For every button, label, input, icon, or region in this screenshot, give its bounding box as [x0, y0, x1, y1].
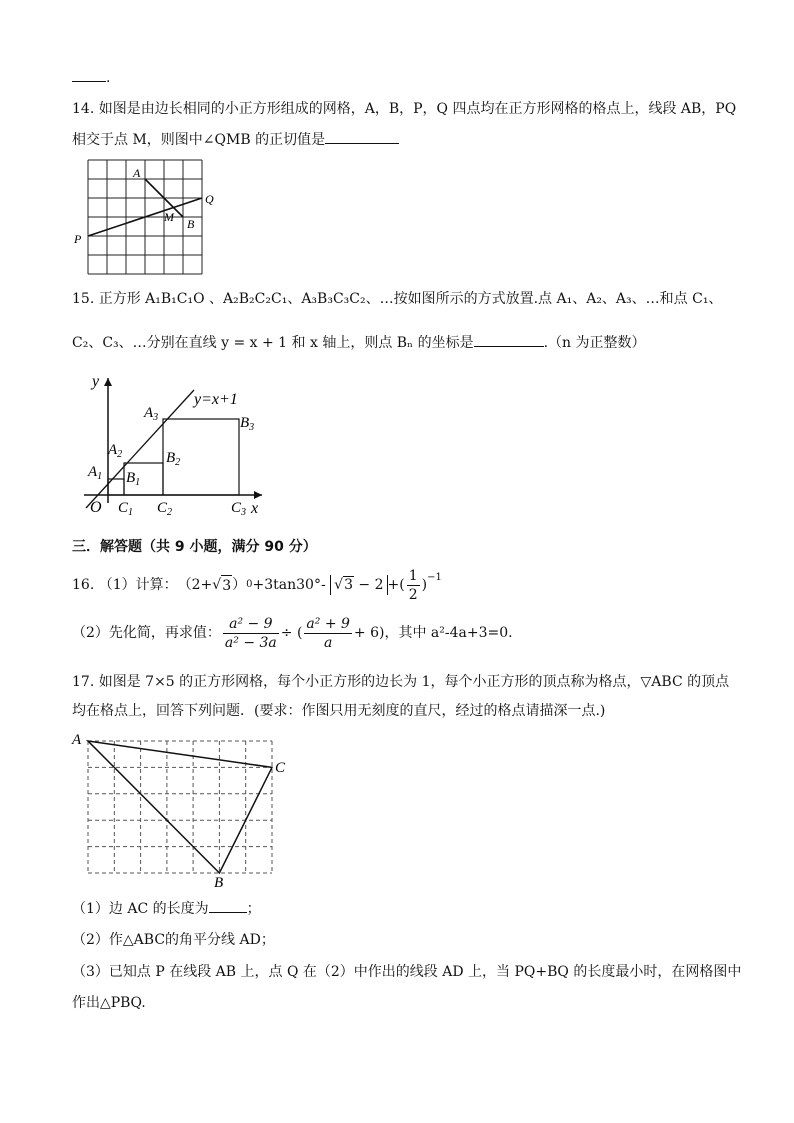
section-3-heading: 三．解答题（共 9 小题，满分 90 分） — [72, 539, 317, 555]
q14-line2 — [72, 130, 399, 150]
q15-label-y: y — [92, 373, 100, 390]
q16-p1-sqrt3: 3 — [221, 575, 232, 596]
q16-part2 — [72, 612, 513, 654]
q17-part3-line1: （3）已知点 P 在线段 AB 上，点 Q 在（2）中作出的线段 AD 上，当 PQ+BQ 的长度最小时，在网格图中 — [72, 964, 742, 980]
q16-p1-plus-open: +( — [387, 577, 405, 593]
q16-p2-div: ÷ ( — [280, 625, 303, 641]
q17-part1 — [72, 899, 261, 919]
q15-answer-blank[interactable] — [474, 346, 544, 347]
q16-p1-fraction — [407, 567, 420, 604]
q16-p1-frac-num: 1 — [408, 567, 418, 584]
trailing-period: . — [106, 70, 111, 86]
q15-label-x: x — [251, 500, 259, 517]
q15-label-b1: $B_1$ — [126, 470, 141, 488]
q14-label-q: Q — [205, 192, 214, 206]
q16-p2-f1-den: a² − 3a — [224, 634, 277, 651]
q14-text-1: 如图是由边长相同的小正方形组成的网格，A，B，P，Q 四点均在正方形网格的格点上，线段 AB，PQ — [98, 101, 737, 117]
q15-label-a3: $A_3$ — [144, 405, 159, 423]
q16-p1-exp0: 0 — [246, 579, 253, 590]
q17-number: 17. — [72, 674, 95, 690]
q16-p2-f1-num: a² − 9 — [223, 615, 279, 634]
q14-answer-blank[interactable] — [325, 143, 399, 144]
q15-label-c1: $C_1$ — [118, 500, 134, 517]
q16-p2-fraction-1 — [223, 615, 279, 652]
previous-answer-blank-line — [72, 68, 110, 88]
q16-p1-close2: ) — [421, 577, 428, 593]
q15-label-a2: $A_2$ — [108, 442, 123, 460]
q16-p1-frac-den: 2 — [408, 586, 418, 603]
q16-p1-abs-sqrt: 3 — [344, 577, 353, 593]
q17-label-a: A — [72, 732, 82, 748]
q15-number: 15. — [72, 291, 95, 307]
q16-p2-f2-num: a² + 9 — [306, 615, 350, 632]
q17-part3-line2: 作出△PBQ. — [72, 995, 146, 1011]
q15-y-arrow — [104, 378, 112, 386]
q17-p1-answer-blank[interactable] — [209, 912, 247, 913]
q14-label-a: A — [133, 166, 141, 180]
q15-text-1: 正方形 A₁B₁C₁O 、A₂B₂C₂C₁、A₃B₃C₃C₂、…按如图所示的方式放置.点 A₁、A₂、A₃、…和点 C₁、 — [98, 291, 723, 307]
q17-p1-text: （1）边 AC 的长度为 — [72, 901, 209, 917]
q15-line2 — [72, 333, 645, 353]
q16-p2-f2-den: a — [323, 634, 333, 651]
q16-p1-open: （2+ — [177, 577, 213, 593]
q17-grid-figure — [70, 728, 300, 890]
q16-p1-tan: +3tan30° — [252, 577, 321, 593]
q17-text-2: 均在格点上，回答下列问题．(要求：作图只用无刻度的直尺，经过的格点请描深一点.) — [72, 703, 606, 719]
q15-label-c3: $C_3$ — [231, 500, 247, 517]
q14-number: 14. — [72, 101, 95, 117]
q15-label-b3: $B_3$ — [240, 415, 255, 433]
q14-grid-figure — [70, 155, 220, 277]
q15-text-2: C₂、C₃、…分别在直线 y = x + 1 和 x 轴上，则点 Bₙ 的坐标是 — [72, 335, 474, 351]
q17-line2 — [72, 701, 605, 721]
q14-label-p: P — [74, 232, 82, 246]
q16-p1-minus: - — [320, 577, 326, 593]
q17-text-1: 如图是 7×5 的正方形网格，每个小正方形的边长为 1，每个小正方形的顶点称为格点，▽ABC 的顶点 — [98, 674, 730, 690]
q15-label-b2: $B_2$ — [166, 450, 181, 468]
q15-text-3: .（n 为正整数） — [543, 335, 646, 351]
q17-triangle-abc — [88, 741, 272, 873]
q16-p2-label: （2）先化简，再求值： — [72, 625, 221, 641]
q16-p2-fraction-2 — [304, 615, 352, 652]
q15-line-label: y=x+1 — [194, 391, 238, 408]
q14-line1 — [72, 99, 736, 119]
q14-label-m: M — [164, 210, 174, 224]
q15-line-y-eq-x-plus-1 — [86, 390, 194, 508]
q16-p1-exp-neg1: −1 — [427, 572, 442, 583]
q17-part2: （2）作△ABC的角平分线 AD； — [72, 932, 275, 948]
q17-dashed-grid — [88, 741, 272, 873]
q16-part1: 16. （1）计算： （2+ √ 3 ） 0 +3tan30° - √3 − 2 +( $\frac{1}{2}$ ) $^{-1}$ — [72, 567, 442, 603]
q14-text-2: 相交于点 M，则图中∠QMB 的正切值是 — [72, 132, 326, 148]
q16-number: 16. — [72, 577, 95, 593]
q17-p1-end: ； — [246, 901, 261, 917]
q15-label-o: O — [90, 499, 102, 516]
q15-squares-figure — [70, 372, 280, 517]
q15-x-arrow — [254, 491, 262, 499]
q16-p1-label: （1）计算： — [98, 577, 178, 593]
q15-line1 — [72, 289, 722, 309]
q16-p1-close: ） — [232, 577, 247, 593]
q15-label-c2: $C_2$ — [157, 500, 173, 517]
q16-p1-abs-rest: − 2 — [353, 577, 384, 593]
q17-line1 — [72, 672, 729, 692]
q17-label-b: B — [214, 875, 224, 890]
q17-label-c: C — [275, 760, 286, 776]
q14-label-b: B — [187, 217, 195, 231]
q15-label-a1: $A_1$ — [88, 464, 103, 482]
q16-p2-tail: + 6)，其中 a²-4a+3=0. — [353, 625, 513, 641]
q16-p1-abs: √3 − 2 — [330, 575, 387, 595]
